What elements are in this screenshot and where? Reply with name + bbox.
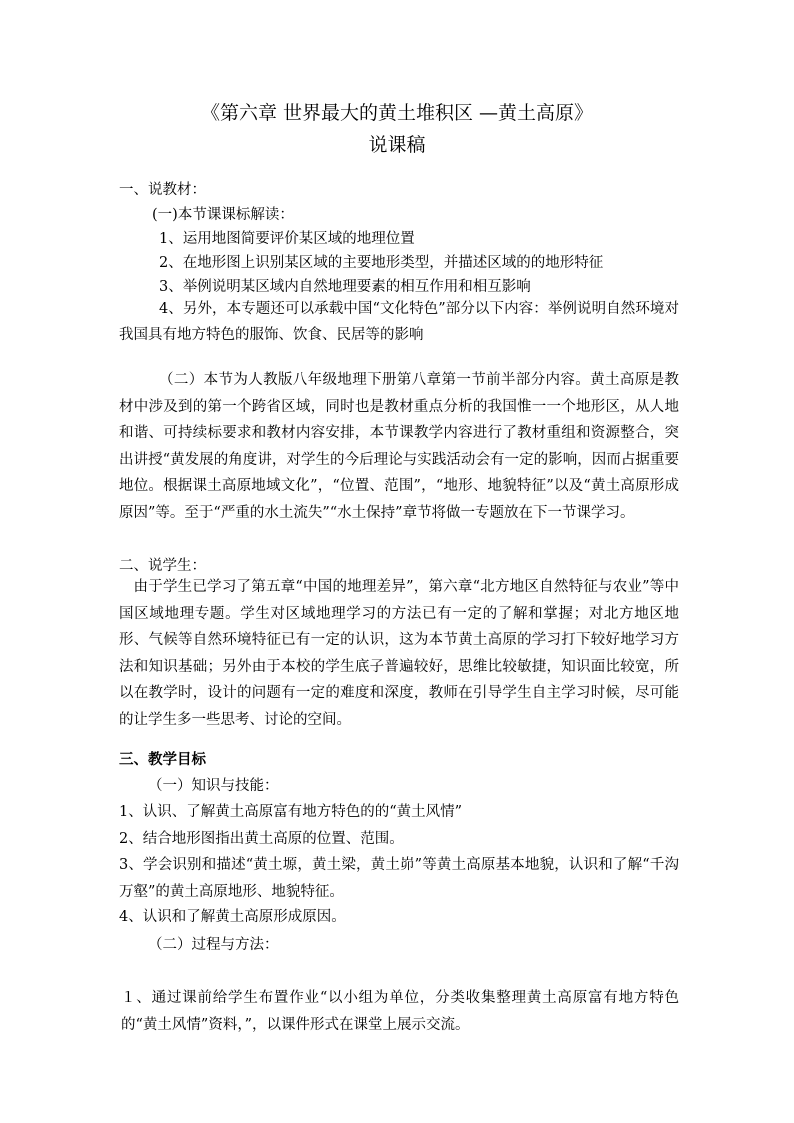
section-3-item-3: 3、学会识别和描述“黄土塬，黄土梁，黄土峁”等黄土高原基本地貌，认识和了解“千沟万壑”的黄土高原地形、地貌特征。	[119, 857, 679, 900]
section-1-heading: 一、说教材：	[119, 182, 206, 198]
section-3-item-2: 2、结合地形图指出黄土高原的位置、范围。	[119, 831, 404, 847]
section-1-subheading-2-paragraph: （二）本节为人教版八年级地理下册第八章第一节前半部分内容。黄土高原是教材中涉及到的第一个跨省区域，同时也是教材重点分析的我国惟一一个地形区，从人地和谐、可持续标要求和教材内容安排，本节课教学内容进行了教材重组和资源整合，突出讲授“黄发展的角度讲，对学生的今后理论与实践活动会有一定的影响，因而占据重要地位。根据课土高原地域文化”，“位置、范围”，“地形、地貌特征”以及“黄土高原形成原因”等。至于“严重的水土流失”“水土保持”章节将做一专题放在下一节课学习。	[119, 372, 679, 521]
section-1-item-1: 1、运用地图简要评价某区域的地理位置	[159, 231, 415, 247]
section-3-process-item-1: １、通过课前给学生布置作业“以小组为单位，分类收集整理黄土高原富有地方特色的“黄土风情”资料，”，以课件形式在课堂上展示交流。	[121, 990, 679, 1033]
section-1-item-4: 4、另外，本专题还可以承载中国“文化特色”部分以下内容：举例说明自然环境对我国具有地方特色的服饰、饮食、民居等的影响	[119, 301, 679, 343]
section-3-subheading-1: （一）知识与技能：	[148, 778, 279, 794]
section-1-item-2: 2、在地形图上识别某区域的主要地形类型，并描述区域的的地形特征	[159, 255, 604, 271]
document-title: 《第六章 世界最大的黄土堆积区 —黄土高原》	[200, 102, 594, 124]
section-1-subheading-1: (一)本节课课标解读：	[152, 207, 294, 223]
section-3-item-4: 4、认识和了解黄土高原形成原因。	[119, 909, 346, 925]
section-3-heading: 三、教学目标	[119, 751, 206, 768]
section-2-heading: 二、说学生：	[119, 558, 206, 574]
document-subtitle: 说课稿	[368, 134, 426, 156]
section-3-subheading-2: （二）过程与方法：	[148, 937, 279, 953]
section-3-item-1: 1、认识、了解黄土高原富有地方特色的的“黄土风情”	[119, 804, 463, 820]
section-1-item-3: 3、举例说明某区域内自然地理要素的相互作用和相互影响	[159, 279, 531, 295]
section-2-paragraph: 由于学生已学习了第五章“中国的地理差异”，第六章“北方地区自然特征与农业”等中国区域地理专题。学生对区域地理学习的方法已有一定的了解和掌握；对北方地区地形、气候等自然环境特征已有一定的认识，这为本节黄土高原的学习打下较好地学习方法和知识基础；另外由于本校的学生底子普遍较好，思维比较敏捷，知识面比较宽，所以在教学时，设计的问题有一定的难度和深度，教师在引导学生自主学习时候，尽可能的让学生多一些思考、讨论的空间。	[119, 579, 680, 728]
